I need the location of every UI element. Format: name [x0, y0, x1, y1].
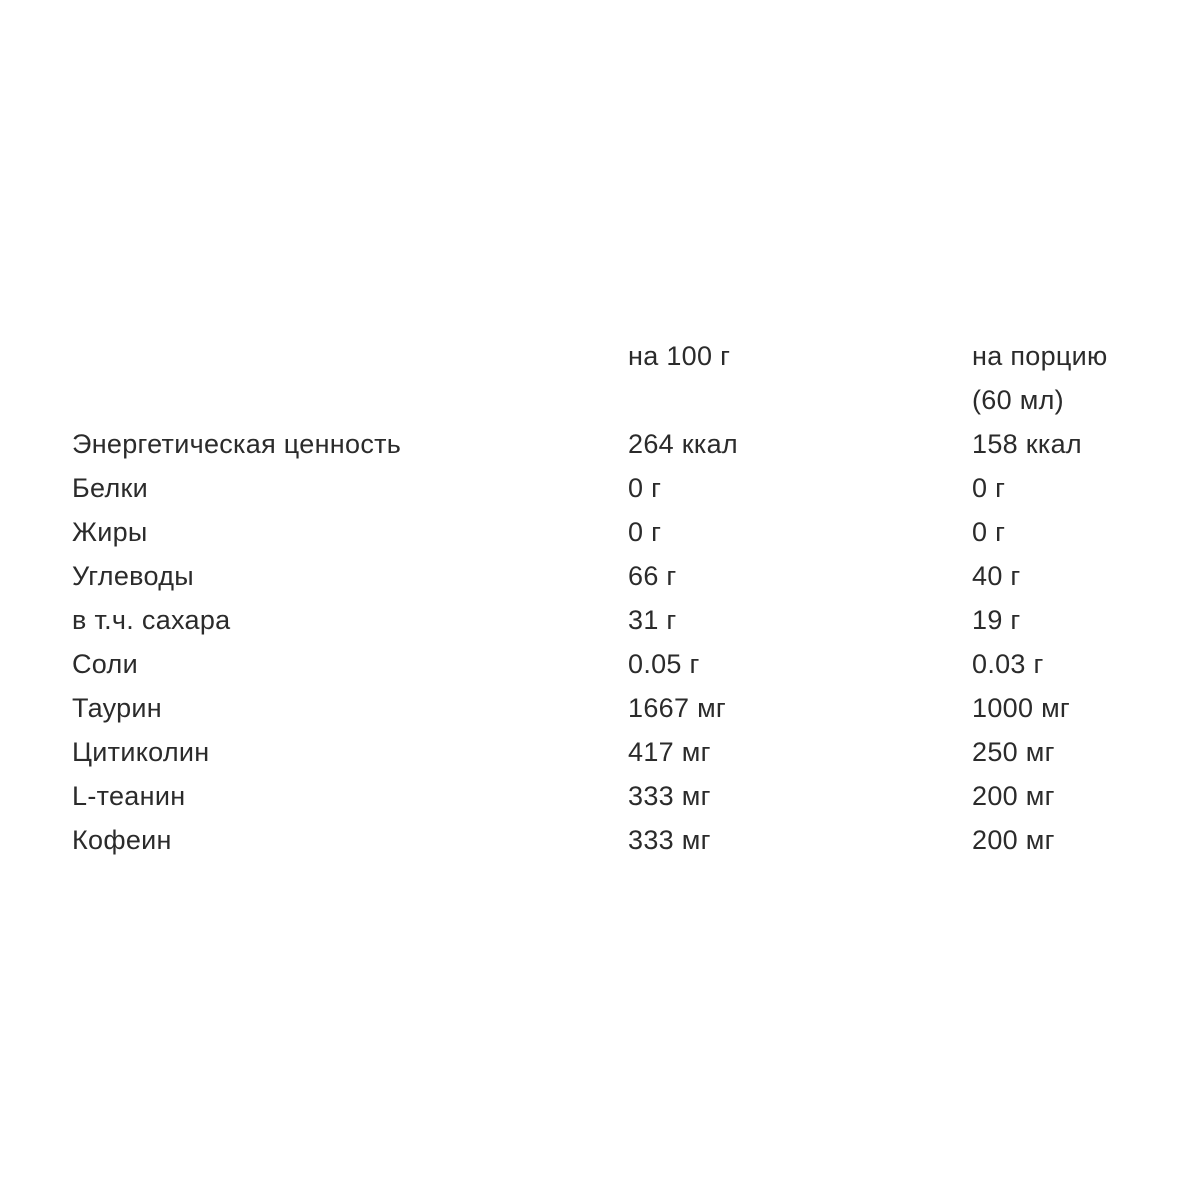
row-per-100: 417 мг — [628, 737, 711, 767]
header-per-portion-line1: на порцию — [972, 341, 1108, 371]
row-per-portion: 0 г — [972, 517, 1006, 547]
table-row — [72, 730, 1172, 774]
row-per-100: 333 мг — [628, 825, 711, 855]
row-per-100: 0 г — [628, 473, 662, 503]
row-per-100: 333 мг — [628, 781, 711, 811]
row-per-100: 31 г — [628, 605, 677, 635]
row-per-portion: 250 мг — [972, 737, 1055, 767]
row-per-portion: 158 ккал — [972, 429, 1082, 459]
row-per-100: 1667 мг — [628, 693, 727, 723]
row-name: Энергетическая ценность — [72, 429, 402, 459]
table-row — [72, 554, 1172, 598]
row-per-100: 0.05 г — [628, 649, 700, 679]
row-per-portion: 0 г — [972, 473, 1006, 503]
row-name: Таурин — [72, 693, 162, 723]
table-row — [72, 774, 1172, 818]
row-name: Соли — [72, 649, 138, 679]
nutrition-table — [72, 334, 1172, 862]
table-row — [72, 598, 1172, 642]
table-row — [72, 510, 1172, 554]
header-per-portion-line2: (60 мл) — [972, 385, 1064, 415]
table-row — [72, 642, 1172, 686]
row-per-portion: 19 г — [972, 605, 1021, 635]
table-row — [72, 818, 1172, 862]
row-per-portion: 0.03 г — [972, 649, 1044, 679]
row-per-100: 66 г — [628, 561, 677, 591]
row-name: Кофеин — [72, 825, 172, 855]
row-per-portion: 200 мг — [972, 781, 1055, 811]
row-name: Цитиколин — [72, 737, 210, 767]
row-per-100: 0 г — [628, 517, 662, 547]
header-per-100: на 100 г — [628, 341, 731, 371]
header-per-portion — [972, 334, 1172, 422]
row-name: в т.ч. сахара — [72, 605, 231, 635]
row-name: L-теанин — [72, 781, 186, 811]
row-name: Жиры — [72, 517, 148, 547]
table-row — [72, 466, 1172, 510]
row-name: Белки — [72, 473, 148, 503]
row-per-portion: 200 мг — [972, 825, 1055, 855]
table-row — [72, 422, 1172, 466]
row-per-100: 264 ккал — [628, 429, 738, 459]
table-header — [72, 334, 1172, 422]
row-per-portion: 1000 мг — [972, 693, 1071, 723]
table-row — [72, 686, 1172, 730]
row-name: Углеводы — [72, 561, 194, 591]
row-per-portion: 40 г — [972, 561, 1021, 591]
